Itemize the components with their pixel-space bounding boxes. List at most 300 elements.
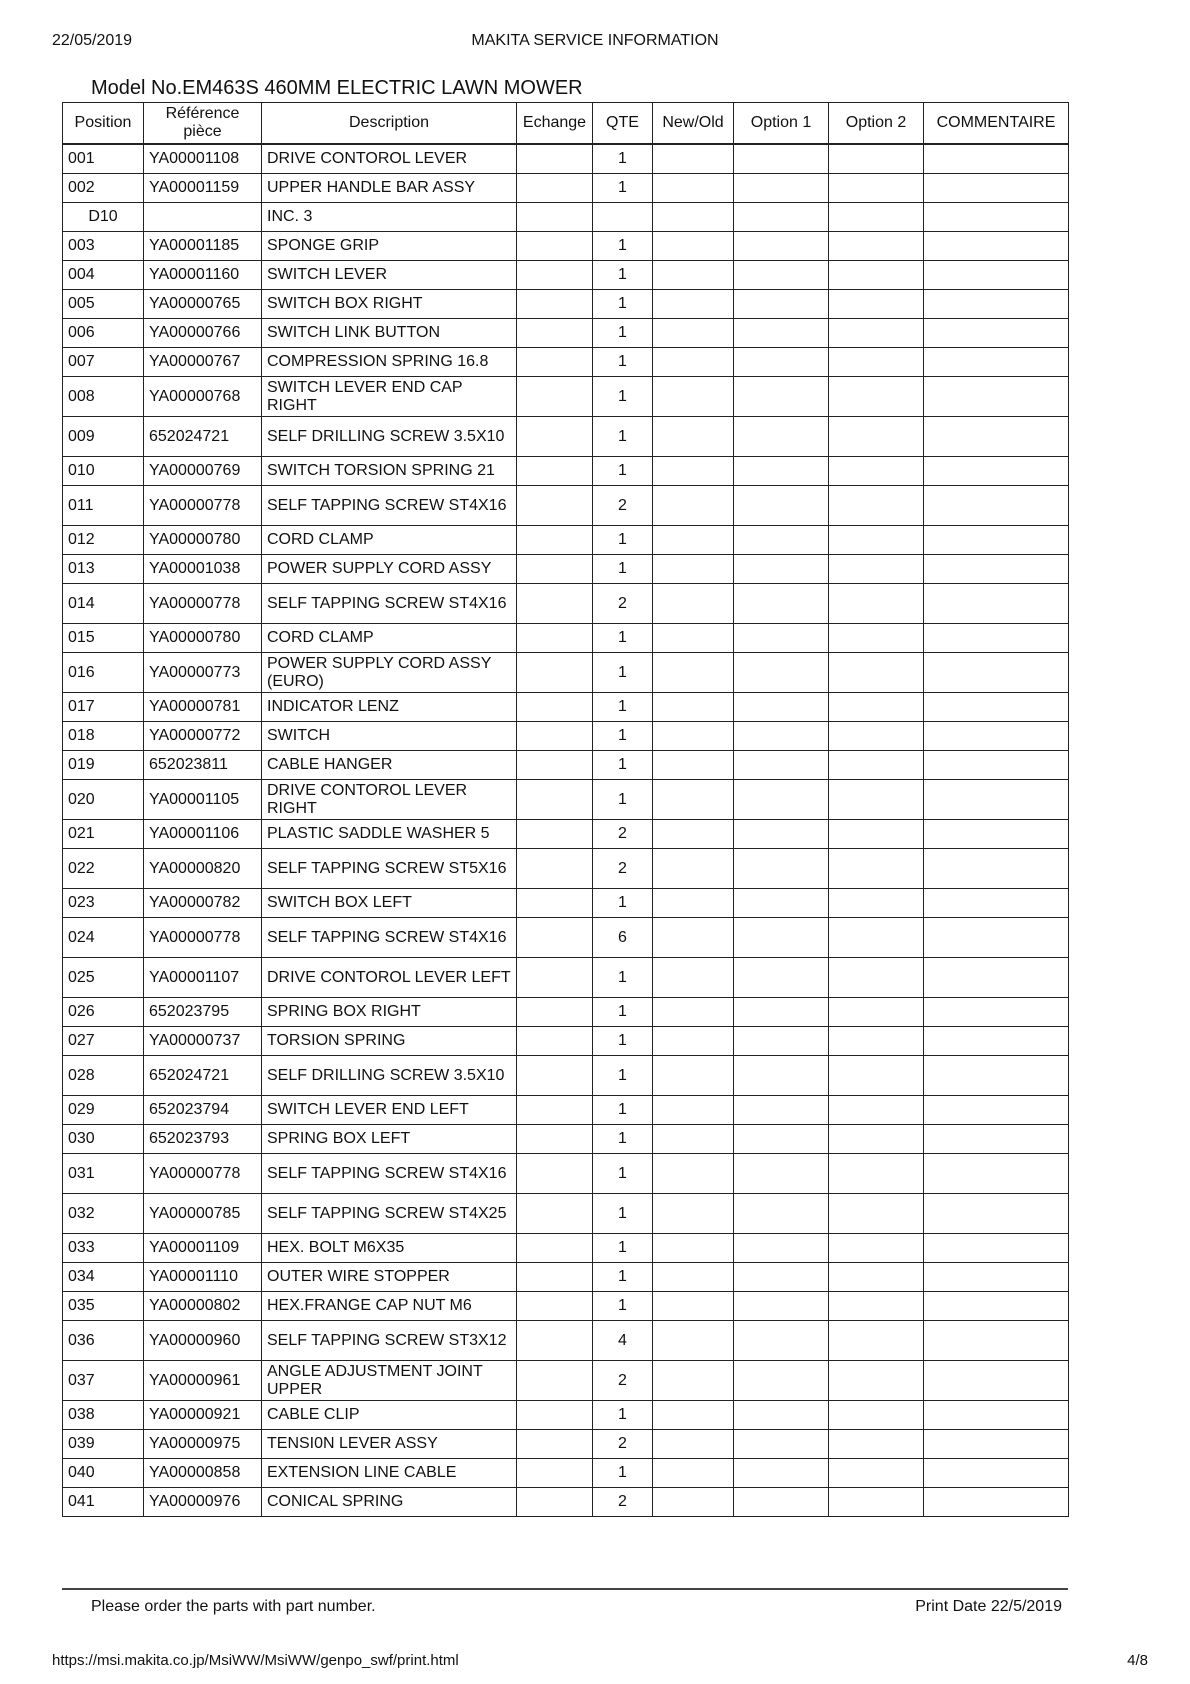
- cell-echange: [517, 1056, 593, 1096]
- cell-option-1: [734, 1234, 829, 1263]
- cell-option-1: [734, 849, 829, 889]
- cell-echange: [517, 319, 593, 348]
- cell-reference: YA00000768: [144, 377, 262, 417]
- cell-option-1: [734, 348, 829, 377]
- cell-position: 017: [63, 693, 144, 722]
- cell-option-2: [829, 1361, 924, 1401]
- cell-option-2: [829, 1488, 924, 1517]
- cell-commentaire: [924, 1401, 1069, 1430]
- cell-commentaire: [924, 1292, 1069, 1321]
- cell-new-old: [653, 174, 734, 203]
- cell-commentaire: [924, 261, 1069, 290]
- cell-option-1: [734, 526, 829, 555]
- cell-option-1: [734, 584, 829, 624]
- cell-description: CORD CLAMP: [262, 526, 517, 555]
- cell-new-old: [653, 889, 734, 918]
- cell-echange: [517, 889, 593, 918]
- cell-reference: 652023793: [144, 1125, 262, 1154]
- cell-description: SELF DRILLING SCREW 3.5X10: [262, 417, 517, 457]
- cell-echange: [517, 1459, 593, 1488]
- cell-option-1: [734, 417, 829, 457]
- cell-position: 011: [63, 486, 144, 526]
- cell-description: POWER SUPPLY CORD ASSY: [262, 555, 517, 584]
- cell-qte: 1: [593, 144, 653, 174]
- cell-commentaire: [924, 849, 1069, 889]
- cell-new-old: [653, 1321, 734, 1361]
- table-row: [63, 820, 1069, 849]
- cell-new-old: [653, 918, 734, 958]
- cell-new-old: [653, 526, 734, 555]
- cell-echange: [517, 1321, 593, 1361]
- cell-commentaire: [924, 526, 1069, 555]
- cell-reference: YA00001109: [144, 1234, 262, 1263]
- cell-description: SPONGE GRIP: [262, 232, 517, 261]
- cell-position: 037: [63, 1361, 144, 1401]
- cell-new-old: [653, 261, 734, 290]
- cell-reference: YA00001105: [144, 780, 262, 820]
- cell-new-old: [653, 653, 734, 693]
- cell-description: POWER SUPPLY CORD ASSY (EURO): [262, 653, 517, 693]
- cell-option-2: [829, 1321, 924, 1361]
- cell-option-1: [734, 780, 829, 820]
- cell-qte: 1: [593, 457, 653, 486]
- cell-commentaire: [924, 1459, 1069, 1488]
- cell-position: 020: [63, 780, 144, 820]
- cell-echange: [517, 232, 593, 261]
- cell-qte: 1: [593, 417, 653, 457]
- cell-position: 008: [63, 377, 144, 417]
- cell-new-old: [653, 290, 734, 319]
- cell-echange: [517, 1154, 593, 1194]
- cell-position: 029: [63, 1096, 144, 1125]
- cell-reference: 652024721: [144, 417, 262, 457]
- cell-option-2: [829, 889, 924, 918]
- cell-commentaire: [924, 624, 1069, 653]
- cell-reference: YA00000737: [144, 1027, 262, 1056]
- cell-option-1: [734, 261, 829, 290]
- cell-reference: YA00001108: [144, 144, 262, 174]
- document-header-title: MAKITA SERVICE INFORMATION: [471, 32, 719, 49]
- cell-commentaire: [924, 319, 1069, 348]
- cell-echange: [517, 144, 593, 174]
- col-header-echange: Echange: [517, 103, 593, 145]
- cell-commentaire: [924, 457, 1069, 486]
- cell-echange: [517, 1194, 593, 1234]
- cell-commentaire: [924, 1125, 1069, 1154]
- table-row: [63, 555, 1069, 584]
- cell-option-2: [829, 232, 924, 261]
- table-row: [63, 1459, 1069, 1488]
- cell-echange: [517, 377, 593, 417]
- cell-commentaire: [924, 722, 1069, 751]
- cell-description: CONICAL SPRING: [262, 1488, 517, 1517]
- cell-position: 016: [63, 653, 144, 693]
- cell-reference: YA00000769: [144, 457, 262, 486]
- cell-description: OUTER WIRE STOPPER: [262, 1263, 517, 1292]
- table-row: [63, 780, 1069, 820]
- cell-option-1: [734, 1459, 829, 1488]
- cell-new-old: [653, 203, 734, 232]
- cell-position: 010: [63, 457, 144, 486]
- cell-option-1: [734, 377, 829, 417]
- cell-description: CABLE CLIP: [262, 1401, 517, 1430]
- cell-echange: [517, 486, 593, 526]
- cell-position: 013: [63, 555, 144, 584]
- cell-new-old: [653, 998, 734, 1027]
- cell-option-2: [829, 820, 924, 849]
- cell-qte: 1: [593, 751, 653, 780]
- cell-option-1: [734, 1361, 829, 1401]
- cell-reference: YA00001110: [144, 1263, 262, 1292]
- table-row: [63, 653, 1069, 693]
- cell-reference: YA00000961: [144, 1361, 262, 1401]
- cell-qte: 1: [593, 377, 653, 417]
- cell-reference: YA00000778: [144, 486, 262, 526]
- cell-option-1: [734, 174, 829, 203]
- table-row: [63, 1056, 1069, 1096]
- cell-echange: [517, 203, 593, 232]
- cell-option-2: [829, 1194, 924, 1234]
- cell-qte: 1: [593, 319, 653, 348]
- cell-echange: [517, 918, 593, 958]
- cell-commentaire: [924, 417, 1069, 457]
- col-header-reference: Référence pièce: [144, 103, 262, 145]
- cell-position: 030: [63, 1125, 144, 1154]
- cell-echange: [517, 174, 593, 203]
- cell-echange: [517, 780, 593, 820]
- cell-option-1: [734, 653, 829, 693]
- table-row: [63, 958, 1069, 998]
- table-row: [63, 1263, 1069, 1292]
- cell-option-2: [829, 457, 924, 486]
- cell-echange: [517, 261, 593, 290]
- cell-option-1: [734, 319, 829, 348]
- cell-option-1: [734, 1292, 829, 1321]
- cell-qte: 1: [593, 1401, 653, 1430]
- cell-position: 027: [63, 1027, 144, 1056]
- col-header-option-2: Option 2: [829, 103, 924, 145]
- cell-qte: 2: [593, 849, 653, 889]
- cell-reference: YA00000785: [144, 1194, 262, 1234]
- cell-reference: YA00000765: [144, 290, 262, 319]
- cell-new-old: [653, 1459, 734, 1488]
- cell-option-2: [829, 203, 924, 232]
- cell-reference: YA00000858: [144, 1459, 262, 1488]
- cell-qte: 1: [593, 1263, 653, 1292]
- col-header-position: Position: [63, 103, 144, 145]
- cell-position: 034: [63, 1263, 144, 1292]
- cell-reference: YA00000780: [144, 624, 262, 653]
- cell-description: SWITCH: [262, 722, 517, 751]
- table-row: [63, 584, 1069, 624]
- cell-commentaire: [924, 1234, 1069, 1263]
- page-url: https://msi.makita.co.jp/MsiWW/MsiWW/genpo_swf/print.html: [52, 1652, 459, 1669]
- cell-option-2: [829, 958, 924, 998]
- cell-option-2: [829, 377, 924, 417]
- cell-reference: 652023795: [144, 998, 262, 1027]
- cell-option-1: [734, 486, 829, 526]
- cell-new-old: [653, 1194, 734, 1234]
- cell-commentaire: [924, 780, 1069, 820]
- cell-position: 024: [63, 918, 144, 958]
- page-number: 4/8: [1127, 1652, 1148, 1669]
- cell-reference: 652024721: [144, 1056, 262, 1096]
- cell-new-old: [653, 820, 734, 849]
- col-header-new-old: New/Old: [653, 103, 734, 145]
- cell-position: 038: [63, 1401, 144, 1430]
- cell-option-1: [734, 693, 829, 722]
- cell-echange: [517, 624, 593, 653]
- cell-description: SELF TAPPING SCREW ST4X16: [262, 486, 517, 526]
- cell-description: COMPRESSION SPRING 16.8: [262, 348, 517, 377]
- cell-position: 033: [63, 1234, 144, 1263]
- cell-reference: YA00000778: [144, 918, 262, 958]
- cell-reference: [144, 203, 262, 232]
- cell-option-1: [734, 1194, 829, 1234]
- cell-option-1: [734, 998, 829, 1027]
- table-row: [63, 624, 1069, 653]
- cell-qte: 1: [593, 174, 653, 203]
- cell-qte: 1: [593, 653, 653, 693]
- cell-reference: YA00000778: [144, 584, 262, 624]
- cell-option-2: [829, 693, 924, 722]
- cell-option-2: [829, 319, 924, 348]
- parts-table-body: [63, 144, 1069, 1517]
- cell-reference: YA00001160: [144, 261, 262, 290]
- cell-commentaire: [924, 1488, 1069, 1517]
- cell-description: HEX.FRANGE CAP NUT M6: [262, 1292, 517, 1321]
- cell-description: TENSI0N LEVER ASSY: [262, 1430, 517, 1459]
- cell-commentaire: [924, 1154, 1069, 1194]
- cell-option-2: [829, 1096, 924, 1125]
- cell-description: SELF TAPPING SCREW ST4X25: [262, 1194, 517, 1234]
- cell-new-old: [653, 232, 734, 261]
- cell-position: 026: [63, 998, 144, 1027]
- cell-reference: YA00001106: [144, 820, 262, 849]
- cell-description: PLASTIC SADDLE WASHER 5: [262, 820, 517, 849]
- cell-echange: [517, 348, 593, 377]
- cell-commentaire: [924, 584, 1069, 624]
- cell-reference: YA00000778: [144, 1154, 262, 1194]
- cell-new-old: [653, 1292, 734, 1321]
- cell-description: SELF TAPPING SCREW ST3X12: [262, 1321, 517, 1361]
- cell-qte: 1: [593, 261, 653, 290]
- cell-position: 018: [63, 722, 144, 751]
- cell-commentaire: [924, 1027, 1069, 1056]
- cell-position: 028: [63, 1056, 144, 1096]
- cell-echange: [517, 958, 593, 998]
- cell-option-2: [829, 918, 924, 958]
- cell-qte: 1: [593, 348, 653, 377]
- cell-description: SELF TAPPING SCREW ST5X16: [262, 849, 517, 889]
- cell-commentaire: [924, 820, 1069, 849]
- cell-qte: 1: [593, 780, 653, 820]
- cell-reference: YA00001038: [144, 555, 262, 584]
- cell-description: DRIVE CONTOROL LEVER: [262, 144, 517, 174]
- cell-option-2: [829, 780, 924, 820]
- cell-option-1: [734, 889, 829, 918]
- table-row: [63, 693, 1069, 722]
- cell-description: SPRING BOX RIGHT: [262, 998, 517, 1027]
- cell-reference: YA00000780: [144, 526, 262, 555]
- cell-new-old: [653, 1154, 734, 1194]
- cell-new-old: [653, 958, 734, 998]
- cell-option-2: [829, 751, 924, 780]
- footer-divider: [62, 1588, 1068, 1590]
- cell-description: EXTENSION LINE CABLE: [262, 1459, 517, 1488]
- cell-echange: [517, 751, 593, 780]
- cell-reference: YA00000767: [144, 348, 262, 377]
- cell-new-old: [653, 1488, 734, 1517]
- cell-echange: [517, 1292, 593, 1321]
- cell-qte: 1: [593, 1056, 653, 1096]
- cell-new-old: [653, 1430, 734, 1459]
- table-row: [63, 1401, 1069, 1430]
- cell-echange: [517, 998, 593, 1027]
- cell-position: D10: [63, 203, 144, 232]
- cell-echange: [517, 1263, 593, 1292]
- cell-description: TORSION SPRING: [262, 1027, 517, 1056]
- cell-echange: [517, 584, 593, 624]
- cell-commentaire: [924, 555, 1069, 584]
- table-row: [63, 526, 1069, 555]
- cell-position: 035: [63, 1292, 144, 1321]
- cell-position: 025: [63, 958, 144, 998]
- print-date-header: 22/05/2019: [52, 32, 133, 49]
- cell-description: ANGLE ADJUSTMENT JOINT UPPER: [262, 1361, 517, 1401]
- cell-position: 041: [63, 1488, 144, 1517]
- cell-qte: 2: [593, 584, 653, 624]
- col-header-commentaire: COMMENTAIRE: [924, 103, 1069, 145]
- cell-commentaire: [924, 918, 1069, 958]
- cell-new-old: [653, 1401, 734, 1430]
- cell-echange: [517, 1234, 593, 1263]
- cell-commentaire: [924, 1430, 1069, 1459]
- cell-position: 040: [63, 1459, 144, 1488]
- col-header-description: Description: [262, 103, 517, 145]
- table-row: [63, 918, 1069, 958]
- cell-commentaire: [924, 998, 1069, 1027]
- cell-commentaire: [924, 377, 1069, 417]
- cell-option-2: [829, 584, 924, 624]
- cell-reference: YA00000975: [144, 1430, 262, 1459]
- table-header-row: [63, 103, 1069, 145]
- cell-reference: 652023794: [144, 1096, 262, 1125]
- cell-option-2: [829, 1027, 924, 1056]
- cell-echange: [517, 1430, 593, 1459]
- cell-new-old: [653, 319, 734, 348]
- cell-reference: YA00000820: [144, 849, 262, 889]
- cell-new-old: [653, 849, 734, 889]
- cell-commentaire: [924, 144, 1069, 174]
- table-row: [63, 751, 1069, 780]
- cell-qte: 1: [593, 889, 653, 918]
- table-row: [63, 1194, 1069, 1234]
- table-row: [63, 377, 1069, 417]
- cell-description: SWITCH LEVER: [262, 261, 517, 290]
- cell-position: 022: [63, 849, 144, 889]
- cell-qte: 2: [593, 1430, 653, 1459]
- cell-qte: 1: [593, 232, 653, 261]
- cell-echange: [517, 1488, 593, 1517]
- cell-position: 012: [63, 526, 144, 555]
- cell-position: 006: [63, 319, 144, 348]
- table-row: [63, 261, 1069, 290]
- cell-qte: 1: [593, 555, 653, 584]
- cell-option-1: [734, 1321, 829, 1361]
- cell-option-2: [829, 261, 924, 290]
- cell-option-2: [829, 1263, 924, 1292]
- table-row: [63, 348, 1069, 377]
- cell-reference: YA00001159: [144, 174, 262, 203]
- cell-option-2: [829, 998, 924, 1027]
- cell-option-2: [829, 653, 924, 693]
- cell-commentaire: [924, 751, 1069, 780]
- cell-new-old: [653, 693, 734, 722]
- cell-new-old: [653, 780, 734, 820]
- table-row: [63, 1361, 1069, 1401]
- cell-description: SWITCH BOX RIGHT: [262, 290, 517, 319]
- cell-option-1: [734, 1263, 829, 1292]
- cell-position: 023: [63, 889, 144, 918]
- cell-option-1: [734, 1096, 829, 1125]
- cell-new-old: [653, 1361, 734, 1401]
- cell-description: INDICATOR LENZ: [262, 693, 517, 722]
- cell-reference: YA00000772: [144, 722, 262, 751]
- cell-description: UPPER HANDLE BAR ASSY: [262, 174, 517, 203]
- cell-qte: 4: [593, 1321, 653, 1361]
- cell-description: SWITCH TORSION SPRING 21: [262, 457, 517, 486]
- cell-new-old: [653, 1056, 734, 1096]
- cell-commentaire: [924, 1361, 1069, 1401]
- cell-new-old: [653, 457, 734, 486]
- cell-qte: 2: [593, 1361, 653, 1401]
- cell-reference: YA00001107: [144, 958, 262, 998]
- cell-description: SWITCH BOX LEFT: [262, 889, 517, 918]
- cell-commentaire: [924, 889, 1069, 918]
- table-row: [63, 1488, 1069, 1517]
- cell-option-1: [734, 1125, 829, 1154]
- cell-echange: [517, 555, 593, 584]
- cell-echange: [517, 290, 593, 319]
- cell-option-1: [734, 203, 829, 232]
- cell-description: INC. 3: [262, 203, 517, 232]
- cell-position: 021: [63, 820, 144, 849]
- cell-new-old: [653, 348, 734, 377]
- cell-description: SELF DRILLING SCREW 3.5X10: [262, 1056, 517, 1096]
- cell-reference: YA00000766: [144, 319, 262, 348]
- cell-option-2: [829, 555, 924, 584]
- cell-option-1: [734, 751, 829, 780]
- cell-reference: YA00000960: [144, 1321, 262, 1361]
- cell-new-old: [653, 1096, 734, 1125]
- cell-option-2: [829, 722, 924, 751]
- cell-option-2: [829, 624, 924, 653]
- cell-option-2: [829, 417, 924, 457]
- cell-position: 002: [63, 174, 144, 203]
- cell-echange: [517, 457, 593, 486]
- cell-echange: [517, 820, 593, 849]
- cell-option-1: [734, 918, 829, 958]
- table-row: [63, 1234, 1069, 1263]
- print-date-footer: Print Date 22/5/2019: [915, 1598, 1062, 1615]
- cell-option-2: [829, 849, 924, 889]
- cell-option-1: [734, 1056, 829, 1096]
- cell-description: SPRING BOX LEFT: [262, 1125, 517, 1154]
- cell-description: SELF TAPPING SCREW ST4X16: [262, 1154, 517, 1194]
- cell-new-old: [653, 144, 734, 174]
- cell-new-old: [653, 624, 734, 653]
